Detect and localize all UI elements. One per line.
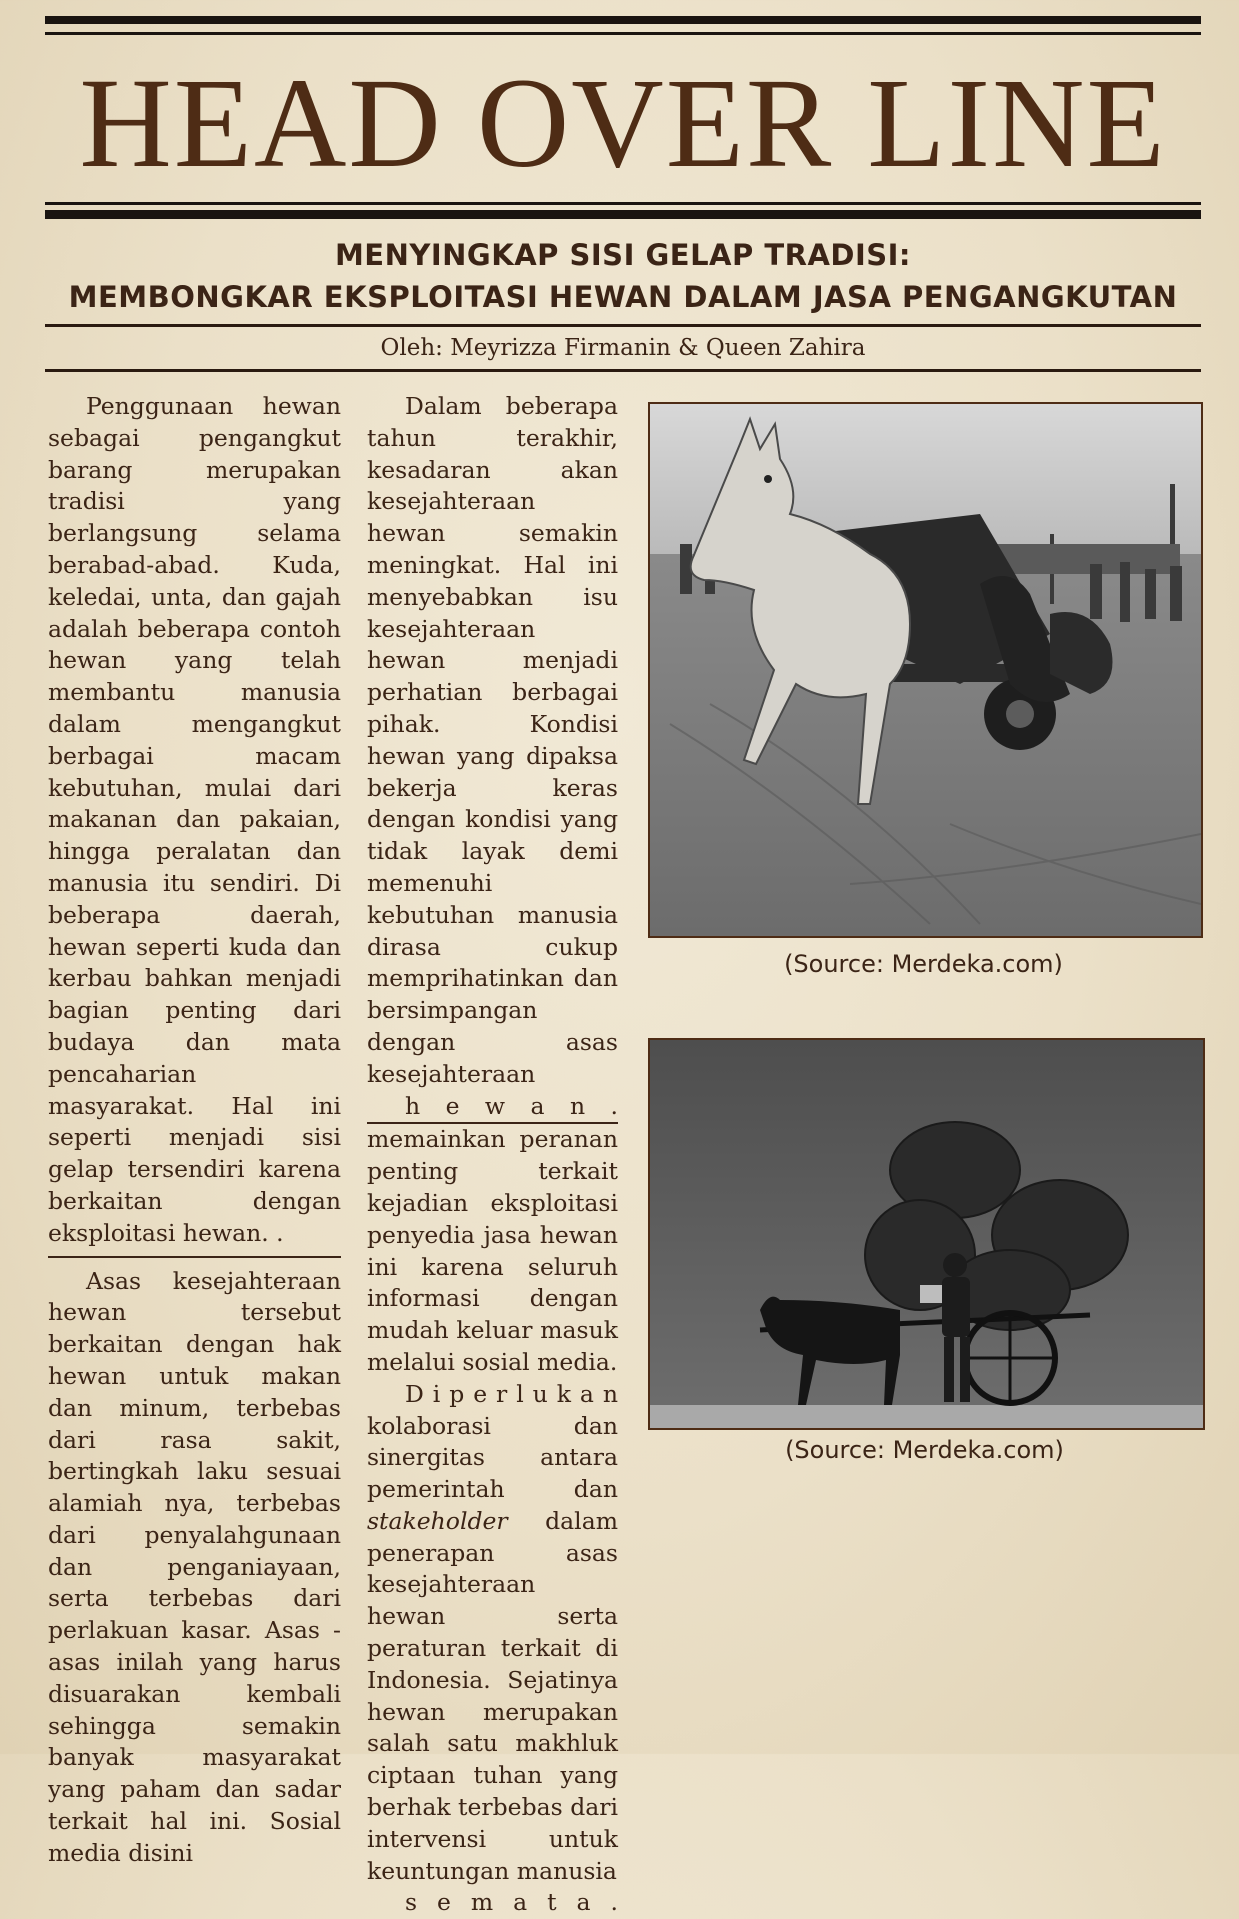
top-rule-thick xyxy=(45,16,1201,24)
byline-rule xyxy=(45,369,1201,372)
donkey-cart-image xyxy=(650,404,1201,936)
column-separator xyxy=(48,1256,341,1258)
headline-line-1: MENYINGKAP SISI GELAP TRADISI: xyxy=(334,238,912,272)
column2-paragraph-2: memainkan peranan penting terkait kejadian eksploitasi penyedia jasa hewan ini karena seluruh informasi dengan mudah keluar masuk melalui sosial media. xyxy=(367,1125,618,1376)
loaded-cart-image xyxy=(650,1040,1203,1428)
photo-donkey-cart-1 xyxy=(648,402,1203,938)
masthead-rule-thick xyxy=(45,210,1201,219)
headline-rule xyxy=(45,324,1201,327)
column2-paragraph-3-b: dalam penerapan asas kesejahteraan hewan serta peraturan terkait di Indonesia. Sejatinya hewan merupakan salah satu makhluk ciptaan tuhan yang berhak terbebas dari intervensi untuk keuntungan manusia xyxy=(367,1506,618,1885)
column1-paragraph-2: Asas kesejahteraan hewan tersebut berkaitan dengan hak hewan untuk makan dan minum, terbebas dari rasa sakit, bertingkah laku sesuai alamiah nya, terbebas dari penyalahgunaan dan penganiayaan, serta terbebas dari perlakuan kasar. Asas - asas inilah yang harus disuarakan kembali sehingga semakin banyak masyarakat yang paham dan sadar terkait hal ini. Sosial media disini xyxy=(48,1266,341,1867)
photo-caption-2: (Source: Merdeka.com) xyxy=(785,1436,1064,1464)
column2-paragraph-1-text: Dalam beberapa tahun terakhir, kesadaran akan kesejahteraan hewan semakin meningkat. Hal ini menyebabkan isu kesejahteraan hewan menjadi perhatian berbagai pihak. Kondisi hewan yang dipaksa bekerja keras dengan kondisi yang tidak layak demi memenuhi kebutuhan manusia dirasa cukup memprihatinkan dan bersimpangan dengan asas kesejahteraan xyxy=(367,392,618,1088)
headline-line-2: MEMBONGKAR EKSPLOITASI HEWAN DALAM JASA PENGANGKUTAN xyxy=(68,280,1178,314)
article-headline xyxy=(45,234,1201,318)
column1-paragraph-1: Penggunaan hewan sebagai pengangkut barang merupakan tradisi yang berlangsung selama berabad-abad. Kuda, keledai, unta, dan gajah adalah beberapa contoh hewan yang telah membantu manusia dalam mengangkut berbagai macam kebutuhan, mulai dari makanan dan pakaian, hingga peralatan dan manusia itu sendiri. Di beberapa daerah, hewan seperti kuda dan kerbau bahkan menjadi bagian penting dari budaya dan mata pencaharian masyarakat. Hal ini seperti menjadi sisi gelap tersendiri karena berkaitan dengan eksploitasi hewan. . xyxy=(48,392,341,1247)
column2-paragraph-1 xyxy=(367,391,618,1124)
column2-paragraph-3-end: s e m a t a . xyxy=(405,1888,618,1917)
byline: Oleh: Meyrizza Firmanin & Queen Zahira xyxy=(380,335,866,361)
column2-paragraph-1-end: h e w a n . xyxy=(367,1091,618,1125)
column2-paragraph-3-start: D i p e r l u k a n xyxy=(405,1379,618,1408)
masthead-title: HEAD OVER LINE xyxy=(79,52,1167,194)
photo-caption-1: (Source: Merdeka.com) xyxy=(784,950,1063,978)
photo-donkey-cart-2 xyxy=(648,1038,1205,1430)
column2-paragraph-3-em: stakeholder xyxy=(367,1506,508,1535)
column2-paragraph-3 xyxy=(367,1379,618,1919)
column2-paragraph-3-a: kolaborasi dan sinergitas antara pemerintah dan xyxy=(367,1411,618,1504)
article-column-2 xyxy=(367,391,618,1919)
top-rule-thin xyxy=(45,32,1201,35)
article-column-1 xyxy=(48,391,341,1870)
masthead-rule-thin xyxy=(45,202,1201,205)
